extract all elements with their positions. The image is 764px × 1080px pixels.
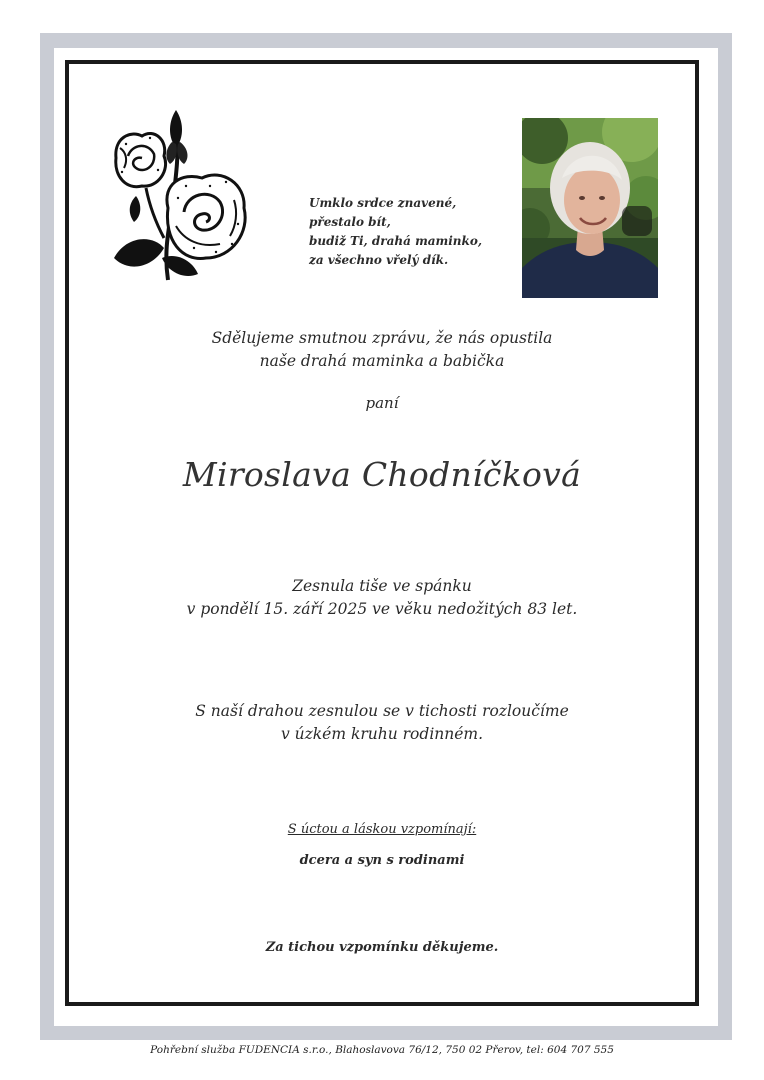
- poem-line: přestalo bít,: [309, 215, 391, 229]
- title-prefix: paní: [365, 394, 399, 412]
- poem-line: za všechno vřelý dík.: [309, 253, 449, 267]
- thanks-text: Za tichou vzpomínku děkujeme.: [265, 940, 499, 955]
- remembering-names: dcera a syn s rodinami: [299, 853, 465, 868]
- announcement-line: naše drahá maminka a babička: [259, 352, 505, 370]
- rose-icon: [106, 108, 252, 288]
- deceased-name: Miroslava Chodníčková: [182, 455, 582, 494]
- portrait-photo: [522, 118, 658, 298]
- farewell-text: [70, 700, 694, 746]
- farewell-line: v úzkém kruhu rodinném.: [280, 725, 484, 743]
- poem-line: Umklo srdce znavené,: [309, 196, 457, 210]
- remembering-heading: S úctou a láskou vzpomínají:: [287, 822, 477, 837]
- memorial-poem: [309, 194, 519, 270]
- announcement-line: Sdělujeme smutnou zprávu, že nás opustila: [211, 329, 553, 347]
- funeral-service-footer: Pohřební služba FUDENCIA s.r.o., Blahoslavova 76/12, 750 02 Přerov, tel: 604 707 555: [150, 1044, 614, 1056]
- death-notice: [70, 575, 694, 621]
- announcement-text: [70, 327, 694, 373]
- death-notice-line: v pondělí 15. září 2025 ve věku nedožitých 83 let.: [186, 600, 578, 618]
- farewell-line: S naší drahou zesnulou se v tichosti rozloučíme: [195, 702, 569, 720]
- poem-line: budiž Ti, drahá maminko,: [309, 234, 483, 248]
- death-notice-line: Zesnula tiše ve spánku: [292, 577, 472, 595]
